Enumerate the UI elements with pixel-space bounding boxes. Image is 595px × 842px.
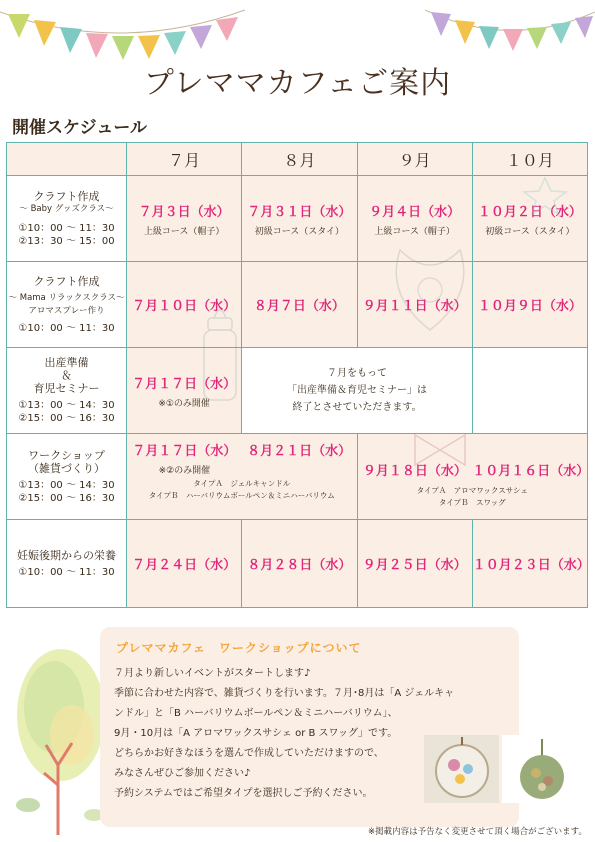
cell-craft-baby-august: ７月３１日（水） 初級コース（スタイ）	[242, 176, 357, 262]
sachet-photo	[424, 735, 499, 803]
cell-craft-baby-october: １０月２日（水） 初級コース（スタイ）	[472, 176, 587, 262]
cell-craft-baby-july: ７月３日（水） 上級コース（帽子）	[127, 176, 242, 262]
workshop-date-september: ９月１８日（水）	[362, 464, 467, 479]
info-title: プレママカフェ ワークショップについて	[116, 641, 362, 655]
row-head-craft-baby: クラフト作成 ～ Baby グッズクラス～ ①10：00 ～ 11：30 ②13：30 ～ 15：00	[7, 176, 127, 262]
month-header-july: ７月	[127, 143, 242, 176]
row-head-seminar: 出産準備 ＆ 育児セミナー ①13：00 ～ 14：30 ②15：00 ～ 16：30	[7, 348, 127, 434]
schedule-heading: 開催スケジュール	[12, 118, 147, 138]
footnote: ※掲載内容は予告なく変更させて頂く場合がございます。	[368, 827, 587, 837]
swag-photo	[502, 735, 582, 803]
workshop-type-b-autumn: タイプＢ スワッグ	[438, 498, 506, 507]
month-header-august: ８月	[242, 143, 357, 176]
info-text: ７月より新しいイベントがスタートします♪ 季節に合わせた内容で、雑貨づくりを行います。７月･8月は「A ジェルキャ ンドル」と「B ハーバリウムボールペン＆ミニハーバリウム」、 9月・10月は「A アロマワックスサシェ or B スワッグ」です。 どちらかお好きなほうを選んで作成していただけますので、 みなさんぜひご参加ください♪ 予約システムではご希望タイプを選択しご予約ください。	[114, 668, 455, 799]
row-head-workshop: ワークショップ （雑貨づくり） ①13：00 ～ 14：30 ②15：00 ～ 16：30	[7, 434, 127, 520]
page-title: プレママカフェご案内	[143, 66, 452, 101]
cell-seminar-october	[472, 348, 587, 434]
baby-bottle-decoration-icon	[190, 300, 250, 410]
ribbon-decoration-icon	[405, 430, 475, 470]
cell-seminar-july: ７月１７日（水） ※①のみ開催	[127, 348, 242, 434]
month-header-october: １０月	[472, 143, 587, 176]
cell-craft-baby-september: ９月４日（水） 上級コース（帽子）	[357, 176, 472, 262]
row-head-craft-mama: クラフト作成 ～ Mama リラックスクラス～ アロマスプレー作り ①10：00 ～ 11：30	[7, 262, 127, 348]
workshop-date-july: ７月１７日（水）	[132, 444, 237, 459]
cell-nutrition-july: ７月２４日（水）	[127, 520, 242, 608]
star-decoration-icon	[520, 176, 570, 216]
cell-nutrition-september: ９月２５日（水）	[357, 520, 472, 608]
workshop-type-b-summer: タイプＢ ハーバリウムボールペン＆ミニハーバリウム	[148, 491, 335, 500]
workshop-type-a-summer: タイプＡ ジェルキャンドル	[193, 479, 291, 488]
cell-nutrition-october: １０月２３日（水）	[472, 520, 587, 608]
cell-craft-mama-september: ９月１１日（水）	[357, 262, 472, 348]
bib-decoration-icon	[380, 240, 480, 340]
cell-craft-mama-july: ７月１０日（水）	[127, 262, 242, 348]
row-head-nutrition: 妊娠後期からの栄養 ①10：00 ～ 11：30	[7, 520, 127, 608]
cell-craft-mama-october: １０月９日（水）	[472, 262, 587, 348]
workshop-type-a-autumn: タイプＡ アロマワックスサシェ	[416, 486, 528, 495]
cell-workshop-summer: ７月１７日（水） ※②のみ開催 ８月２１日（水） タイプＡ ジェルキャンドル タイプＢ ハーバリウムボールペン＆ミニハーバリウム	[127, 434, 358, 520]
cell-nutrition-august: ８月２８日（水）	[242, 520, 357, 608]
cell-craft-mama-august: ８月７日（水）	[242, 262, 357, 348]
schedule-table	[6, 142, 588, 608]
month-header-september: ９月	[357, 143, 472, 176]
workshop-date-october: １０月１６日（水）	[472, 464, 590, 479]
workshop-date-august: ８月２１日（水）	[247, 444, 352, 459]
seminar-end-notice: ７月をもって 「出産準備＆育児セミナー」は 終了とさせていただきます。	[242, 348, 473, 434]
corner-cell	[7, 143, 127, 176]
